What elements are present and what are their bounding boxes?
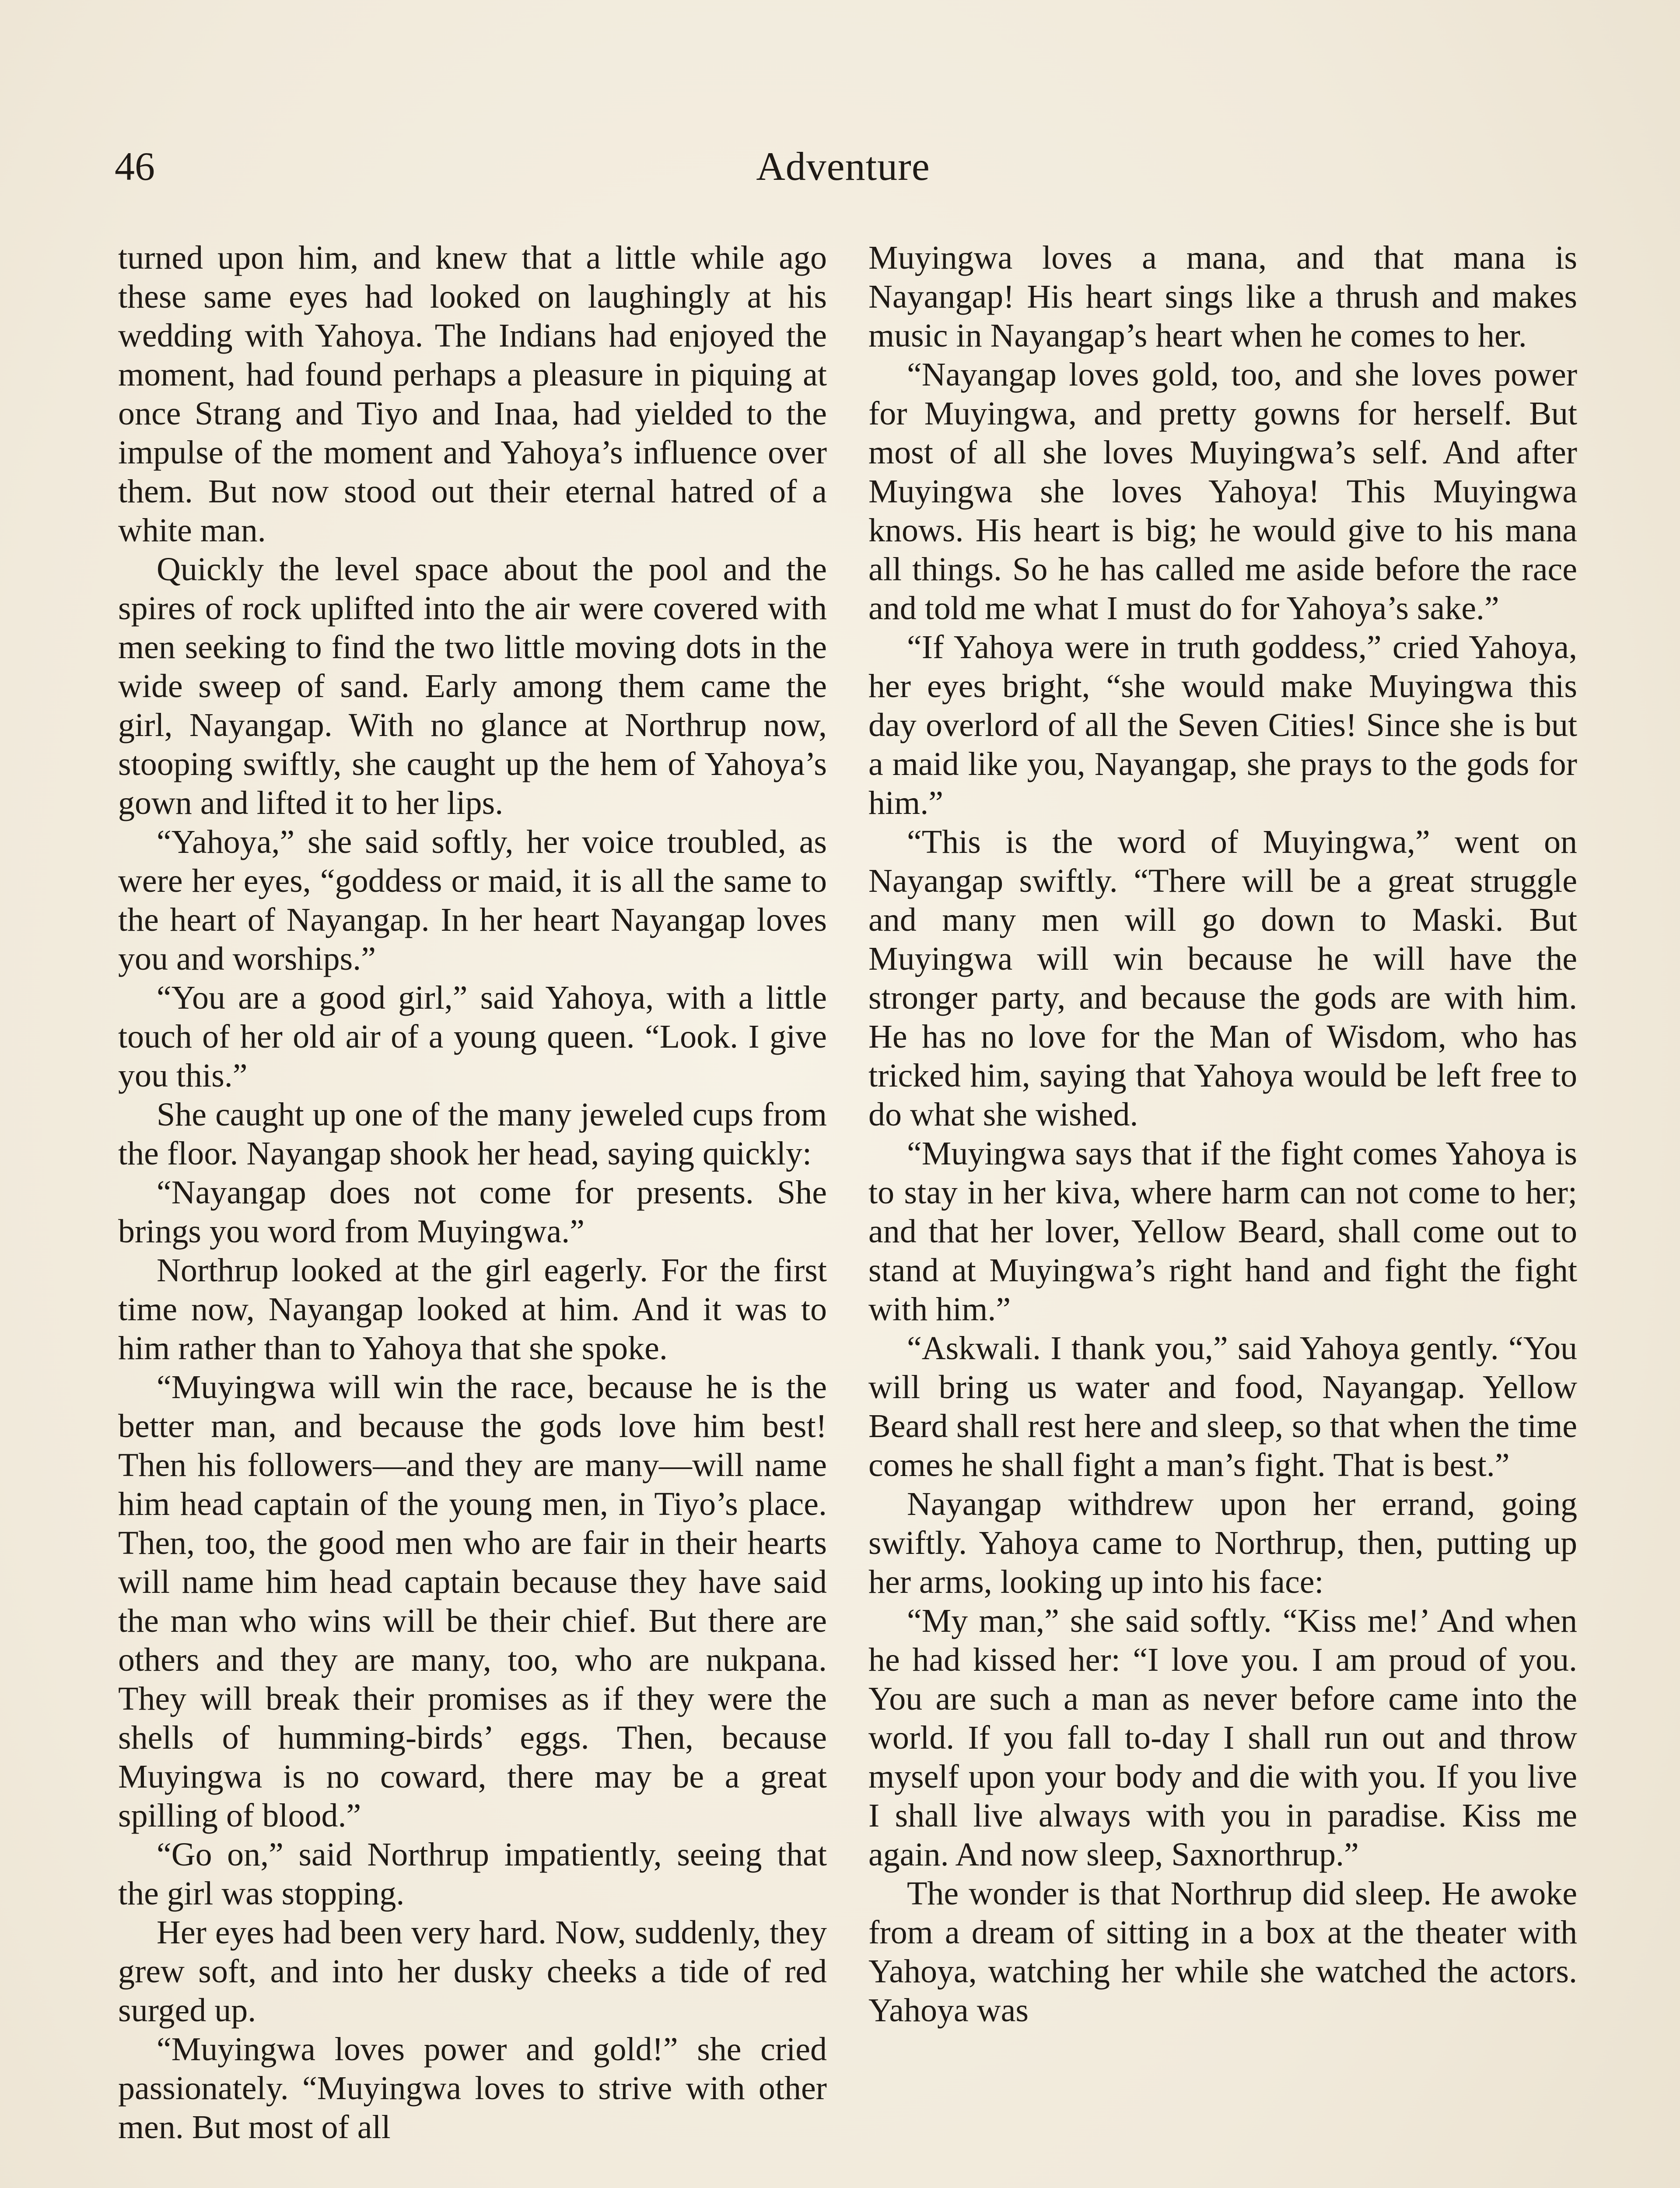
paragraph: “Muyingwa says that if the fight comes Yahoya is to stay in her kiva, where harm can not come to her; and that her lover, Yellow Beard, shall come out to stand at Muyingwa’s right hand and fight the fight with him.” (868, 1135, 1577, 1328)
running-title: Adventure (756, 144, 930, 189)
paragraph: “Yahoya,” she said softly, her voice troubled, as were her eyes, “goddess or maid, it is all the same to the heart of Nayangap. In her heart Nayangap loves you and worships.” (118, 824, 827, 977)
paragraph: turned upon him, and knew that a little while ago these same eyes had looked on laughingly at his wedding with Yahoya. The Indians had enjoyed the moment, had found perhaps a pleasure in piquing at once Strang and Tiyo and Inaa, had yielded to the impulse of the moment and Yahoya’s influence over them. But now stood out their eternal hatred of a white man. (118, 239, 827, 549)
paragraph: “Muyingwa loves power and gold!” she cried passionately. “Muyingwa loves to strive with other men. But most of all (118, 2031, 827, 2146)
paragraph: Quickly the level space about the pool and the spires of rock uplifted into the air were covered with men seeking to find the two little moving dots in the wide sweep of sand. Early among them came the girl, Nayangap. With no glance at Northrup now, stooping swiftly, she caught up the hem of Yahoya’s gown and lifted it to her lips. (118, 551, 827, 821)
right-column (868, 238, 1577, 2188)
paragraph: “If Yahoya were in truth goddess,” cried Yahoya, her eyes bright, “she would make Muyingwa this day overlord of all the Seven Cities! Since she is but a maid like you, Nayangap, she prays to the gods for him.” (868, 629, 1577, 821)
paragraph: She caught up one of the many jeweled cups from the floor. Nayangap shook her head, saying quickly: (118, 1096, 827, 1172)
paragraph: Muyingwa loves a mana, and that mana is Nayangap! His heart sings like a thrush and makes music in Nayangap’s heart when he comes to her. (868, 239, 1577, 354)
paragraph: “This is the word of Muyingwa,” went on Nayangap swiftly. “There will be a great struggle and many men will go down to Maski. But Muyingwa will win because he will have the stronger party, and because the gods are with him. He has no love for the Man of Wisdom, who has tricked him, saying that Yahoya would be left free to do what she wished. (868, 824, 1577, 1133)
paragraph: “Muyingwa will win the race, because he is the better man, and because the gods love him best! Then his followers—and they are many—will name him head captain of the young men, in Tiyo’s place. Then, too, the good men who are fair in their hearts will name him head captain because they have said the man who wins will be their chief. But there are others and they are many, too, who are nukpana. They will break their promises as if they were the shells of humming-birds’ eggs. Then, because Muyingwa is no coward, there may be a great spilling of blood.” (118, 1369, 827, 1834)
left-column (118, 238, 827, 2188)
paragraph: “You are a good girl,” said Yahoya, with a little touch of her old air of a young queen. “Look. I give you this.” (118, 979, 827, 1094)
paragraph: “Nayangap loves gold, too, and she loves power for Muyingwa, and pretty gowns for herself. But most of all she loves Muyingwa’s self. And after Muyingwa she loves Yahoya! This Muyingwa knows. His heart is big; he would give to his mana all things. So he has called me aside before the race and told me what I must do for Yahoya’s sake.” (868, 356, 1577, 627)
paragraph: Northrup looked at the girl eagerly. For the first time now, Nayangap looked at him. And it was to him rather than to Yahoya that she spoke. (118, 1252, 827, 1367)
page-number: 46 (115, 144, 155, 189)
paragraph: Nayangap withdrew upon her errand, going swiftly. Yahoya came to Northrup, then, putting up her arms, looking up into his face: (868, 1486, 1577, 1600)
running-header (115, 142, 1572, 190)
paragraph: “My man,” she said softly. “Kiss me!’ And when he had kissed her: “I love you. I am proud of you. You are such a man as never before came into the world. If you fall to-day I shall run out and throw myself upon your body and die with you. If you live I shall live always with you in paradise. Kiss me again. And now sleep, Saxnorthrup.” (868, 1602, 1577, 1873)
paragraph: Her eyes had been very hard. Now, suddenly, they grew soft, and into her dusky cheeks a tide of red surged up. (118, 1914, 827, 2029)
paragraph: “Nayangap does not come for presents. She brings you word from Muyingwa.” (118, 1174, 827, 1250)
paragraph: The wonder is that Northrup did sleep. He awoke from a dream of sitting in a box at the theater with Yahoya, watching her while she watched the actors. Yahoya was (868, 1875, 1577, 2029)
paragraph: “Go on,” said Northrup impatiently, seeing that the girl was stopping. (118, 1836, 827, 1912)
paragraph: “Askwali. I thank you,” said Yahoya gently. “You will bring us water and food, Nayangap. Yellow Beard shall rest here and sleep, so that when the time comes he shall fight a man’s fight. That is best.” (868, 1330, 1577, 1483)
